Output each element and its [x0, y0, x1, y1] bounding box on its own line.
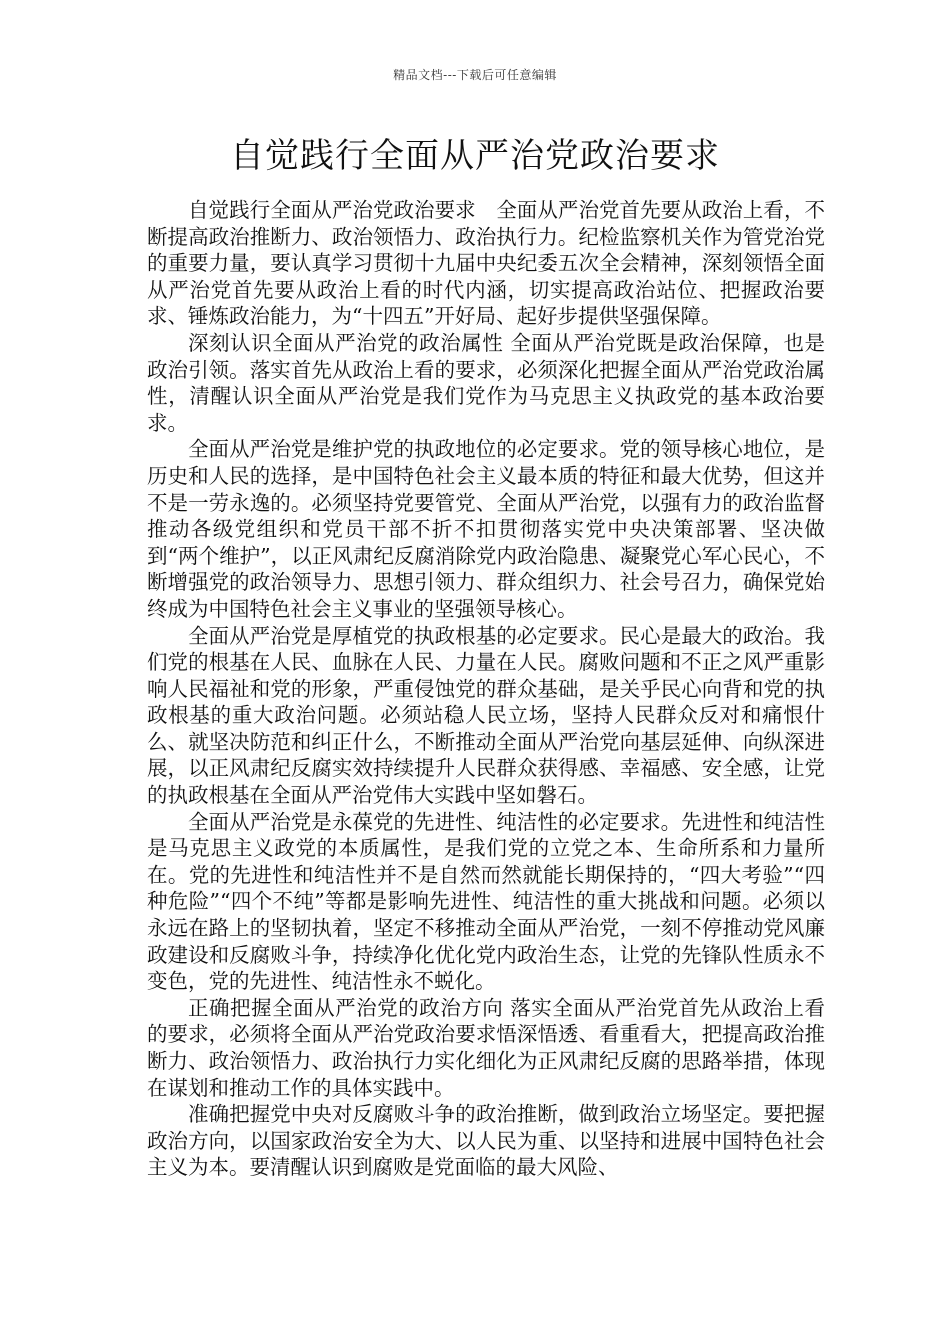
page-title: 自觉践行全面从严治党政治要求: [230, 136, 720, 176]
document-body: [147, 197, 825, 1181]
paragraph: 全面从严治党是维护党的执政地位的必定要求。党的领导核心地位，是历史和人民的选择，是中国特色社会主义最本质的特征和最大优势，但这并不是一劳永逸的。必须坚持党要管党、全面从严治党，以强有力的政治监督推动各级党组织和党员干部不折不扣贯彻落实党中央决策部署、坚决做到“两个维护”，以正风肃纪反腐消除党内政治隐患、凝聚党心军心民心，不断增强党的政治领导力、思想引领力、群众组织力、社会号召力，确保党始终成为中国特色社会主义事业的坚强领导核心。: [147, 437, 825, 621]
paragraph: 正确把握全面从严治党的政治方向 落实全面从严治党首先从政治上看的要求，必须将全面从严治党政治要求悟深悟透、看重看大，把提高政治推断力、政治领悟力、政治执行力实化细化为正风肃纪反腐的思路举措，体现在谋划和推动工作的具体实践中。: [147, 995, 825, 1100]
paragraph: 全面从严治党是永葆党的先进性、纯洁性的必定要求。先进性和纯洁性是马克思主义政党的本质属性，是我们党的立党之本、生命所系和力量所在。党的先进性和纯洁性并不是自然而然就能长期保持的，“四大考验”“四种危险”“四个不纯”等都是影响先进性、纯洁性的重大挑战和问题。必须以永远在路上的坚韧执着，坚定不移推动全面从严治党，一刻不停推动党风廉政建设和反腐败斗争，持续净化优化党内政治生态，让党的先锋队性质永不变色，党的先进性、纯洁性永不蜕化。: [147, 809, 825, 994]
paragraph: 自觉践行全面从严治党政治要求 全面从严治党首先要从政治上看，不断提高政治推断力、政治领悟力、政治执行力。纪检监察机关作为管党治党的重要力量，要认真学习贯彻十九届中央纪委五次全会精神，深刻领悟全面从严治党首先要从政治上看的时代内涵，切实提高政治站位、把握政治要求、锤炼政治能力，为“十四五”开好局、起好步提供坚强保障。: [147, 198, 825, 329]
paragraph: 全面从严治党是厚植党的执政根基的必定要求。民心是最大的政治。我们党的根基在人民、血脉在人民、力量在人民。腐败问题和不正之风严重影响人民福祉和党的形象，严重侵蚀党的群众基础，是关乎民心向背和党的执政根基的重大政治问题。必须站稳人民立场，坚持人民群众反对和痛恨什么、就坚决防范和纠正什么，不断推动全面从严治党向基层延伸、向纵深进展，以正风肃纪反腐实效持续提升人民群众获得感、幸福感、安全感，让党的执政根基在全面从严治党伟大实践中坚如磐石。: [147, 623, 825, 808]
header-note: 精品文档---下载后可任意编辑: [393, 68, 557, 82]
paragraph: 准确把握党中央对反腐败斗争的政治推断，做到政治立场坚定。要把握政治方向，以国家政治安全为大、以人民为重、以坚持和进展中国特色社会主义为本。要清醒认识到腐败是党面临的最大风险、: [147, 1102, 825, 1180]
paragraph: 深刻认识全面从严治党的政治属性 全面从严治党既是政治保障，也是政治引领。落实首先从政治上看的要求，必须深化把握全面从严治党政治属性，清醒认识全面从严治党是我们党作为马克思主义执政党的基本政治要求。: [147, 330, 825, 435]
